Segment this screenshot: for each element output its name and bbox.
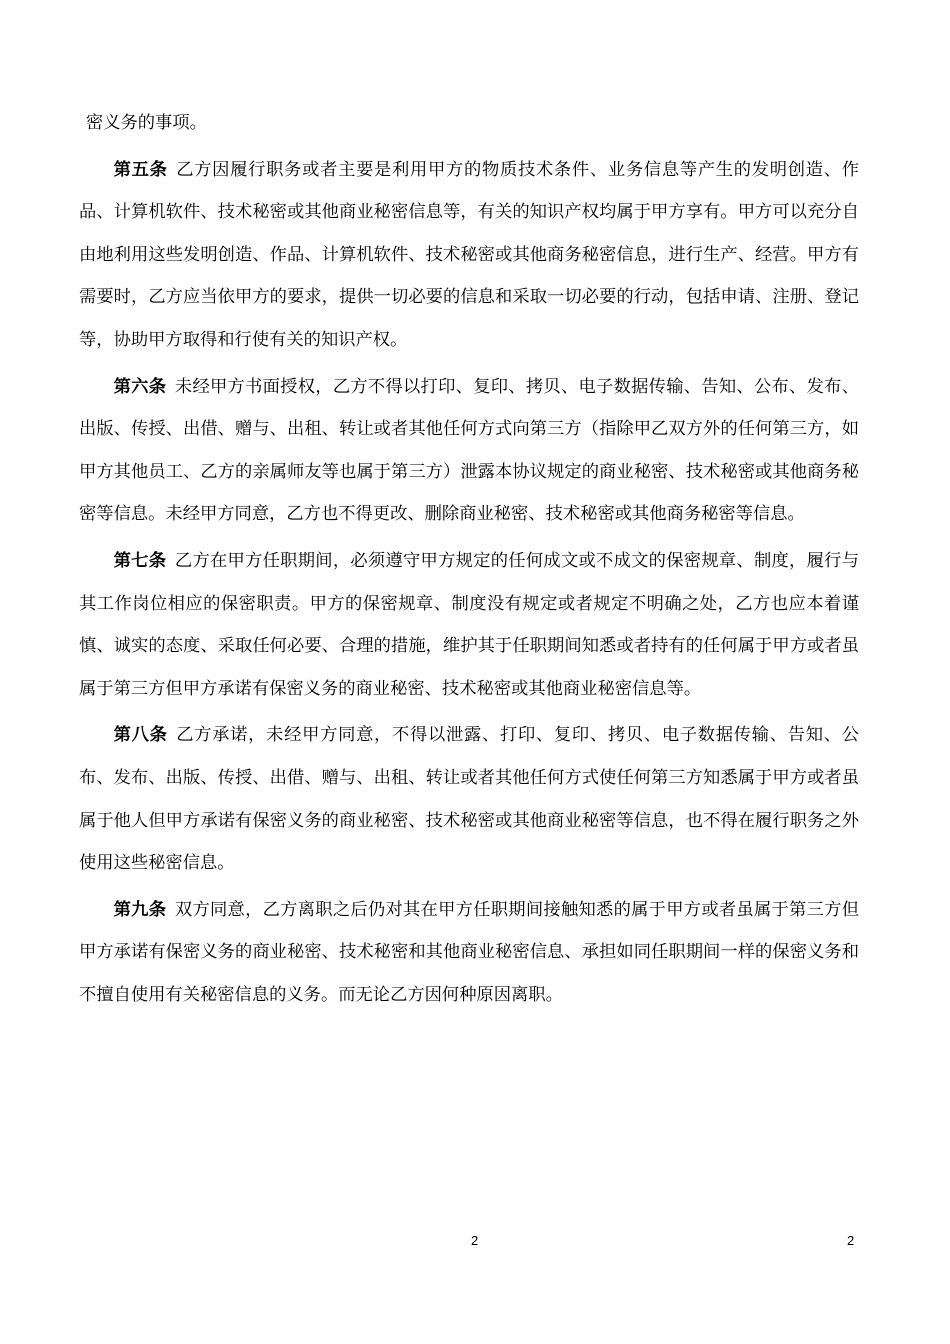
article-label: 第八条 [113,725,168,746]
document-body [79,102,859,1020]
article-text: 乙方承诺，未经甲方同意，不得以泄露、打印、复印、拷贝、电子数据传输、告知、公布、发布、出版、传授、出借、赠与、出租、转让或者其他任何方式使任何第三方知悉属于甲方或者虽属于他人但甲方承诺有保密义务的商业秘密、技术秘密或其他商业秘密等信息，也不得在履行职务之外使用这些秘密信息。 [79,725,859,874]
article-9 [79,889,859,1017]
page-number-right: 2 [847,1233,855,1248]
article-8 [79,714,859,884]
article-text: 未经甲方书面授权，乙方不得以打印、复印、拷贝、电子数据传输、告知、公布、发布、出版、传授、出借、赠与、出租、转让或者其他任何方式向第三方（指除甲乙双方外的任何第三方，如甲方其他员工、乙方的亲属师友等也属于第三方）泄露本协议规定的商业秘密、技术秘密或其他商务秘密等信息。未经甲方同意，乙方也不得更改、删除商业秘密、技术秘密或其他商务秘密等信息。 [79,376,859,525]
article-7 [79,540,859,710]
article-label: 第六条 [113,376,167,397]
paragraph-text: 密义务的事项。 [85,113,207,133]
page-number-center: 2 [471,1233,479,1248]
article-text: 乙方因履行职务或者主要是利用甲方的物质技术条件、业务信息等产生的发明创造、作品、计算机软件、技术秘密或其他商业秘密信息等，有关的知识产权均属于甲方享有。甲方可以充分自由地利用这些发明创造、作品、计算机软件、技术秘密或其他商务秘密信息，进行生产、经营。甲方有需要时，乙方应当依甲方的要求，提供一切必要的信息和采取一切必要的行动，包括申请、注册、登记等，协助甲方取得和行使有关的知识产权。 [79,159,859,350]
article-label: 第五条 [113,159,168,180]
article-label: 第九条 [113,899,167,920]
article-5 [79,149,859,362]
article-text: 乙方在甲方任职期间，必须遵守甲方规定的任何成文或不成文的保密规章、制度，履行与其工作岗位相应的保密职责。甲方的保密规章、制度没有规定或者规定不明确之处，乙方也应本着谨慎、诚实的态度、采取任何必要、合理的措施，维护其于任职期间知悉或者持有的任何属于甲方或者虽属于第三方但甲方承诺有保密义务的商业秘密、技术秘密或其他商业秘密信息等。 [79,550,859,699]
article-6 [79,366,859,536]
article-text: 双方同意，乙方离职之后仍对其在甲方任职期间接触知悉的属于甲方或者虽属于第三方但甲方承诺有保密义务的商业秘密、技术秘密和其他商业秘密信息、承担如同任职期间一样的保密义务和不擅自使用有关秘密信息的义务。而无论乙方因何种原因离职。 [79,899,859,1005]
article-label: 第七条 [113,550,167,571]
paragraph-continuation [79,102,859,145]
